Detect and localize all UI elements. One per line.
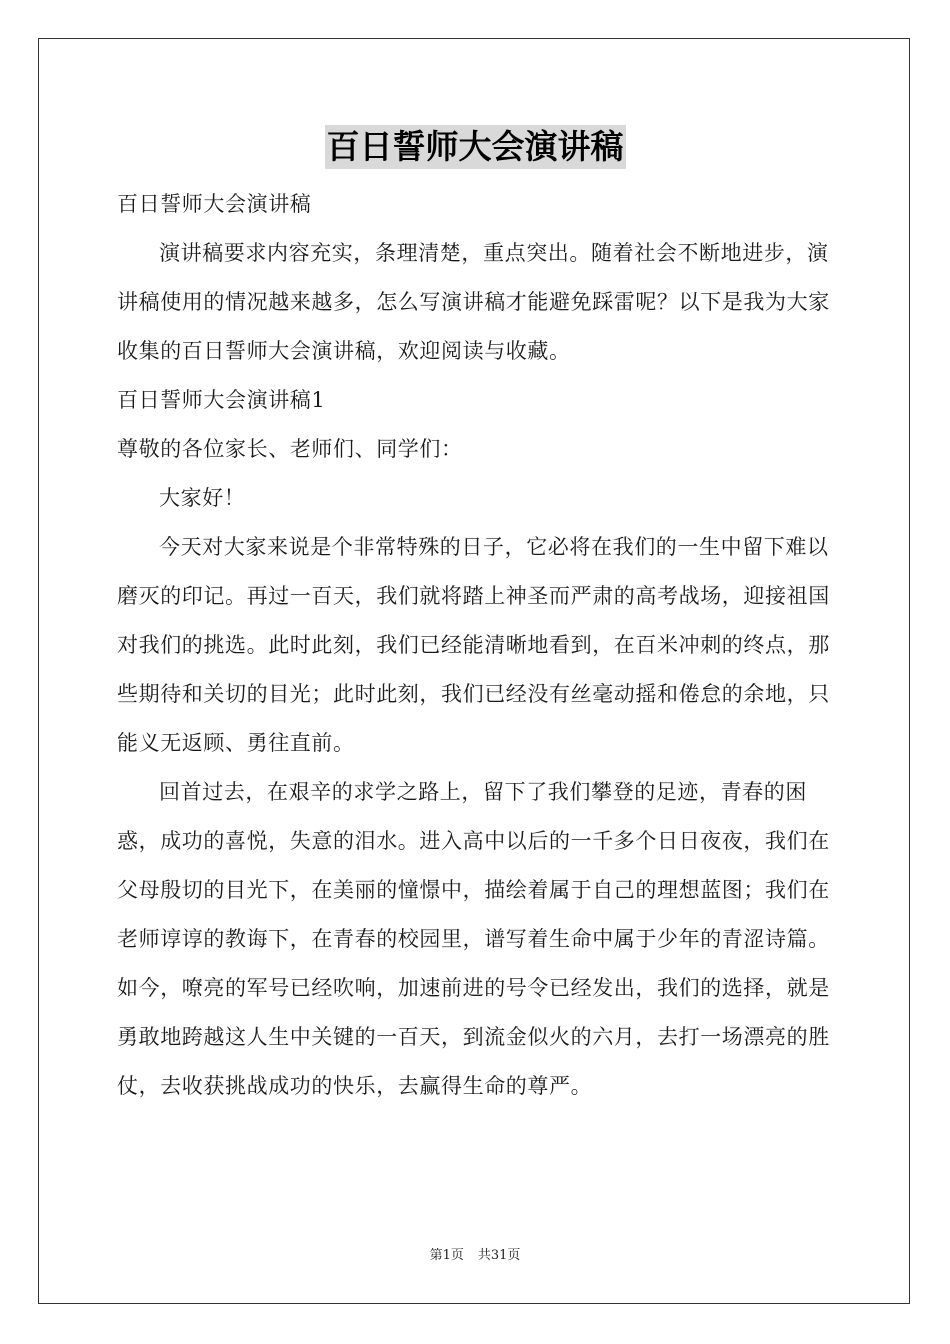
page-number: 第1页 [429,1248,464,1263]
intro-paragraph: 演讲稿要求内容充实，条理清楚，重点突出。随着社会不断地进步，演讲稿使用的情况越来越多，怎么写演讲稿才能避免踩雷呢？以下是我为大家收集的百日誓师大会演讲稿，欢迎阅读与收藏。 [117,241,830,363]
section-heading: 百日誓师大会演讲稿1 [117,388,326,412]
body-paragraph-1: 今天对大家来说是个非常特殊的日子，它必将在我们的一生中留下难以磨灭的印记。再过一百天，我们就将踏上神圣而严肃的高考战场，迎接祖国对我们的挑选。此时此刻，我们已经能清晰地看到，在百米冲刺的终点，那些期待和关切的目光；此时此刻，我们已经没有丝毫动摇和倦怠的余地，只能义无返顾、勇往直前。 [117,535,830,755]
document-title: 百日誓师大会演讲稿 [325,125,626,169]
body-paragraph-2: 回首过去，在艰辛的求学之路上，留下了我们攀登的足迹，青春的困惑，成功的喜悦，失意的泪水。进入高中以后的一千多个日日夜夜，我们在父母殷切的目光下，在美丽的憧憬中，描绘着属于自己的理想蓝图；我们在老师谆谆的教诲下，在青春的校园里，谱写着生命中属于少年的青涩诗篇。如今，嘹亮的军号已经吹响，加速前进的号令已经发出，我们的选择，就是勇敢地跨越这人生中关键的一百天，到流金似火的六月，去打一场漂亮的胜仗，去收获挑战成功的快乐，去赢得生命的尊严。 [117,780,830,1098]
salutation-paragraph: 尊敬的各位家长、老师们、同学们： [117,437,463,461]
title-container [0,125,950,169]
greeting-paragraph: 大家好！ [159,486,246,510]
page-footer [0,1247,950,1265]
document-body [117,180,832,1111]
page-total: 共31页 [477,1248,521,1263]
subtitle-paragraph: 百日誓师大会演讲稿 [117,192,312,216]
